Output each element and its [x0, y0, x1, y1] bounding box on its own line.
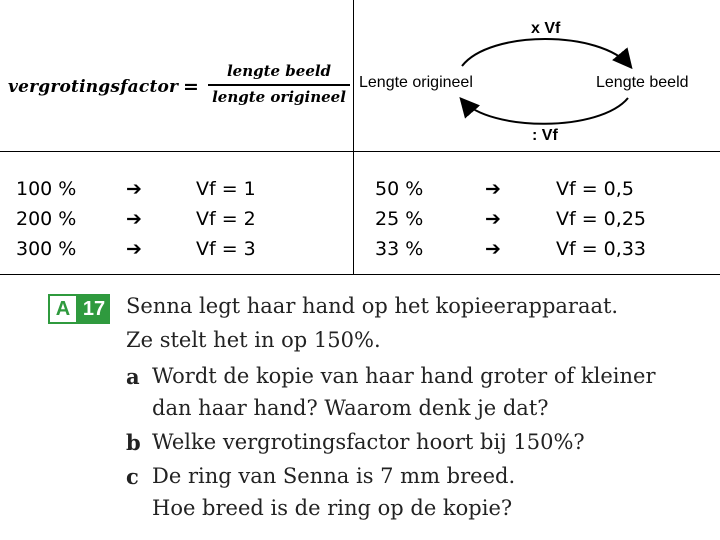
question-text-line: Wordt de kopie van haar hand groter of kleiner [152, 364, 656, 388]
exercise-intro-line: Ze stelt het in op 150%. [126, 328, 381, 352]
horizontal-divider-bottom [0, 274, 720, 275]
right-vf-values [556, 174, 646, 264]
right-arrows [485, 174, 501, 264]
question-text-line: De ring van Senna is 7 mm breed. [152, 464, 516, 488]
percentage-value: 25 % [375, 208, 424, 230]
diagram-bottom-label: : Vf [532, 127, 558, 144]
vf-value: Vf = 1 [196, 178, 256, 200]
exercise-intro-line: Senna legt haar hand op het kopieerapparaat. [126, 294, 619, 318]
vf-value: Vf = 2 [196, 208, 256, 230]
formula-equals: = [183, 76, 199, 98]
formula-denominator: lengte origineel [212, 88, 346, 106]
vf-value: Vf = 0,25 [556, 208, 646, 230]
right-arrow-icon: ➔ [126, 178, 142, 200]
diagram-arrows [0, 0, 720, 152]
left-arrows [126, 174, 142, 264]
question-text-line: dan haar hand? Waarom denk je dat? [152, 396, 549, 420]
left-vf-values [196, 174, 256, 264]
diagram-left-label: Lengte origineel [359, 74, 473, 91]
question-letter: b [126, 430, 141, 455]
right-arrow-icon: ➔ [485, 208, 501, 230]
exercise-number-badge: 17 [78, 294, 110, 324]
diagram-top-label: x Vf [531, 20, 561, 37]
vf-value: Vf = 3 [196, 238, 256, 260]
question-letter: a [126, 364, 140, 389]
right-arrow-icon: ➔ [126, 238, 142, 260]
vf-value: Vf = 0,5 [556, 178, 634, 200]
right-arrow-icon: ➔ [485, 178, 501, 200]
question-letter: c [126, 464, 139, 489]
percentage-value: 50 % [375, 178, 424, 200]
right-arrow-icon: ➔ [126, 208, 142, 230]
question-text-line: Welke vergrotingsfactor hoort bij 150%? [152, 430, 585, 454]
question-text-line: Hoe breed is de ring op de kopie? [152, 496, 513, 520]
formula-numerator: lengte beeld [226, 62, 332, 80]
forward-arrow-icon [462, 39, 630, 66]
percentage-value: 33 % [375, 238, 424, 260]
diagram-right-label: Lengte beeld [596, 74, 689, 91]
percentage-value: 300 % [16, 238, 77, 260]
exercise-block [38, 280, 670, 536]
percentage-value: 100 % [16, 178, 77, 200]
right-percentages [375, 174, 423, 264]
percentage-value: 200 % [16, 208, 77, 230]
right-arrow-icon: ➔ [485, 238, 501, 260]
backward-arrow-icon [462, 98, 628, 124]
left-percentages [16, 174, 76, 264]
vf-value: Vf = 0,33 [556, 238, 646, 260]
formula-lhs: vergrotingsfactor [8, 77, 179, 97]
exercise-level-badge: A [48, 294, 78, 324]
